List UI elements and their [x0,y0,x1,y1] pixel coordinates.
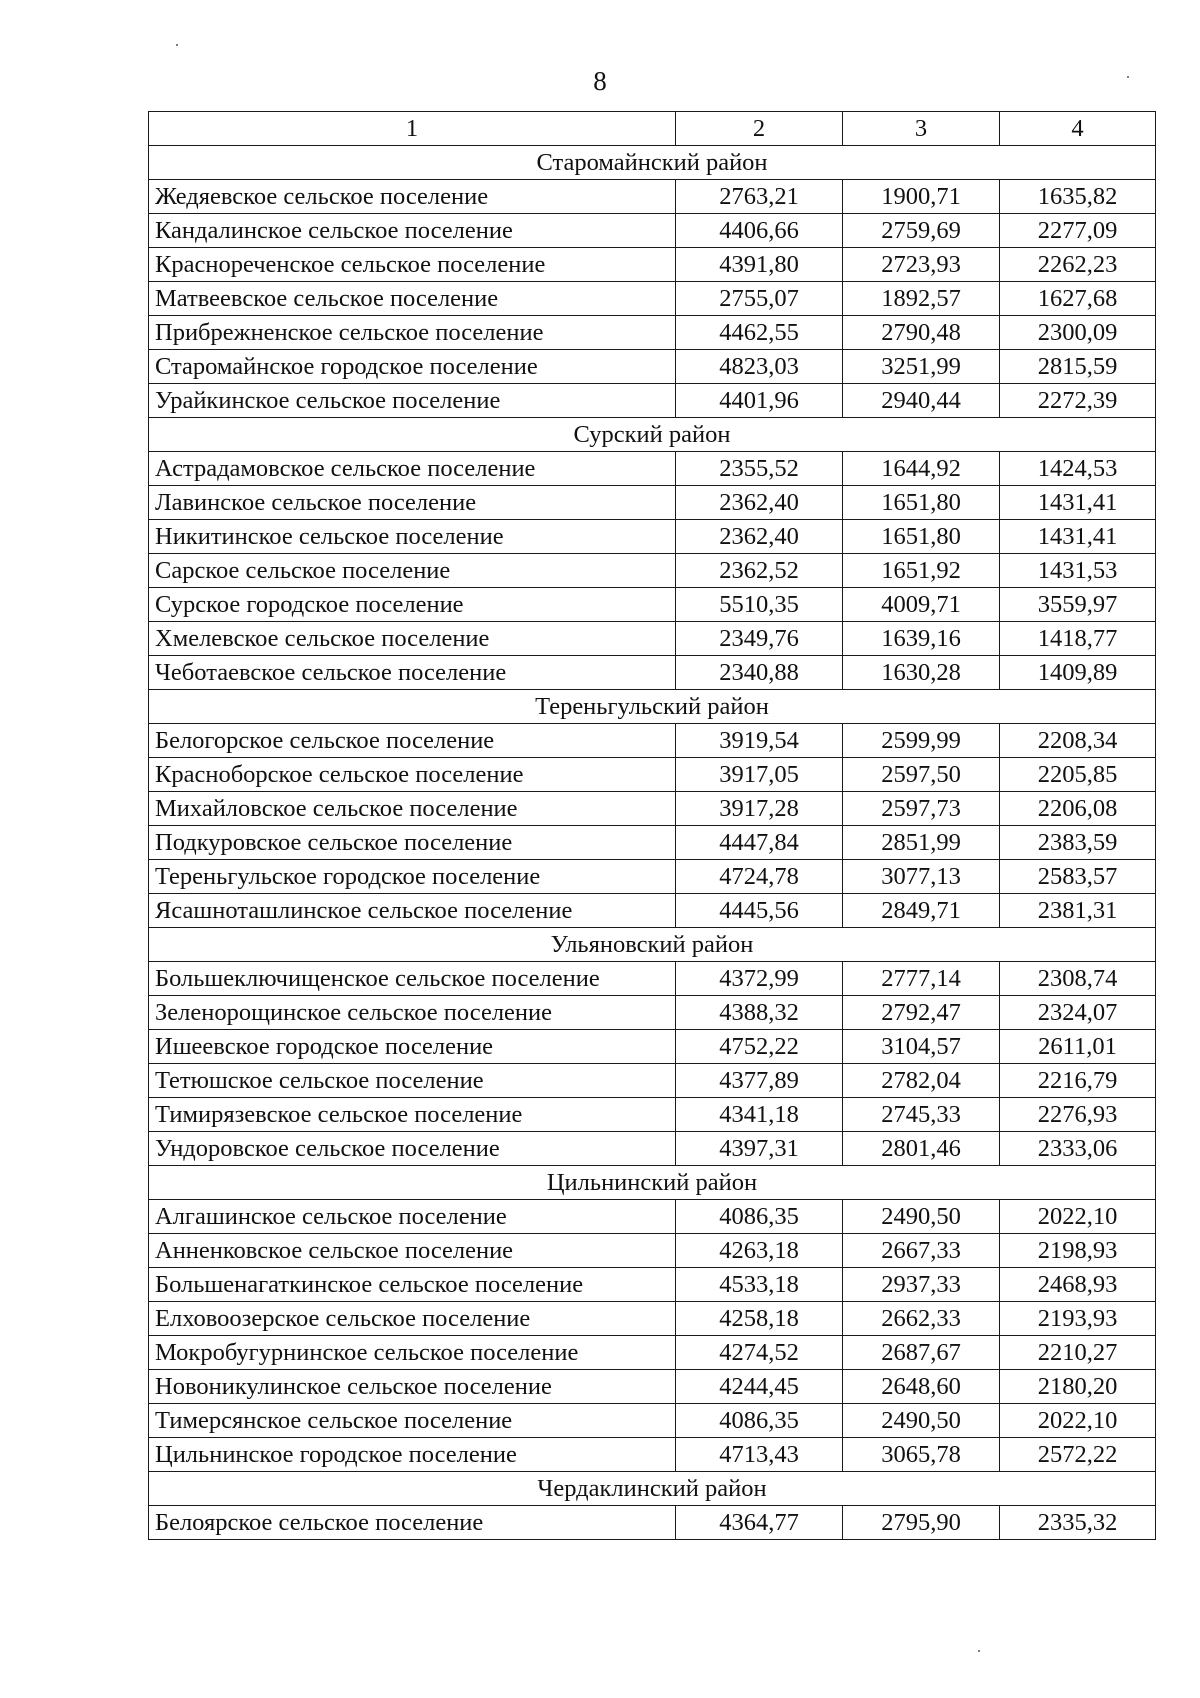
value-col-4: 2210,27 [1000,1336,1156,1370]
value-col-4: 2335,32 [1000,1506,1156,1540]
value-col-3: 2851,99 [843,826,1000,860]
settlement-name: Анненковское сельское поселение [149,1234,676,1268]
settlement-name: Мокробугурнинское сельское поселение [149,1336,676,1370]
settlement-name: Краснореченское сельское поселение [149,248,676,282]
value-col-4: 1627,68 [1000,282,1156,316]
value-col-3: 1892,57 [843,282,1000,316]
value-col-2: 4274,52 [676,1336,843,1370]
value-col-3: 2490,50 [843,1404,1000,1438]
settlement-name: Ундоровское сельское поселение [149,1132,676,1166]
table-row [149,622,1156,656]
value-col-4: 2333,06 [1000,1132,1156,1166]
table-row [149,486,1156,520]
district-header-row [149,690,1156,724]
scan-speck [1127,76,1129,78]
value-col-2: 4406,66 [676,214,843,248]
table-row [149,554,1156,588]
settlement-name: Зеленорощинское сельское поселение [149,996,676,1030]
district-name: Старомайнский район [149,146,1156,180]
table-row [149,860,1156,894]
value-col-4: 2198,93 [1000,1234,1156,1268]
table-row [149,1404,1156,1438]
district-name: Цильнинский район [149,1166,1156,1200]
value-col-3: 2745,33 [843,1098,1000,1132]
district-header-row [149,1472,1156,1506]
value-col-2: 4377,89 [676,1064,843,1098]
settlement-name: Лавинское сельское поселение [149,486,676,520]
table-row [149,1064,1156,1098]
value-col-2: 4752,22 [676,1030,843,1064]
settlement-name: Большеключищенское сельское поселение [149,962,676,996]
value-col-2: 4086,35 [676,1404,843,1438]
settlement-name: Тетюшское сельское поселение [149,1064,676,1098]
value-col-4: 2300,09 [1000,316,1156,350]
value-col-4: 2277,09 [1000,214,1156,248]
settlement-name: Никитинское сельское поселение [149,520,676,554]
value-col-4: 2815,59 [1000,350,1156,384]
settlement-name: Ишеевское городское поселение [149,1030,676,1064]
value-col-2: 3917,28 [676,792,843,826]
settlement-name: Прибрежненское сельское поселение [149,316,676,350]
value-col-4: 2611,01 [1000,1030,1156,1064]
value-col-4: 2383,59 [1000,826,1156,860]
value-col-2: 2362,52 [676,554,843,588]
value-col-2: 4533,18 [676,1268,843,1302]
scan-speck [176,44,178,46]
value-col-4: 1424,53 [1000,452,1156,486]
value-col-4: 2583,57 [1000,860,1156,894]
table-row [149,316,1156,350]
settlement-name: Чеботаевское сельское поселение [149,656,676,690]
column-header-4: 4 [1000,112,1156,146]
district-header-row [149,146,1156,180]
value-col-3: 2849,71 [843,894,1000,928]
value-col-3: 2662,33 [843,1302,1000,1336]
table-row [149,588,1156,622]
settlement-name: Новоникулинское сельское поселение [149,1370,676,1404]
value-col-3: 2801,46 [843,1132,1000,1166]
value-col-2: 4713,43 [676,1438,843,1472]
settlement-name: Старомайнское городское поселение [149,350,676,384]
value-col-4: 2193,93 [1000,1302,1156,1336]
value-col-4: 2022,10 [1000,1404,1156,1438]
column-header-1: 1 [149,112,676,146]
scan-speck [978,1650,980,1652]
value-col-3: 3251,99 [843,350,1000,384]
value-col-2: 4341,18 [676,1098,843,1132]
table-row [149,792,1156,826]
table-row [149,350,1156,384]
value-col-4: 1431,41 [1000,520,1156,554]
district-header-row [149,418,1156,452]
settlement-name: Хмелевское сельское поселение [149,622,676,656]
value-col-4: 1431,41 [1000,486,1156,520]
value-col-3: 2790,48 [843,316,1000,350]
value-col-2: 4244,45 [676,1370,843,1404]
table-row [149,962,1156,996]
value-col-4: 2208,34 [1000,724,1156,758]
settlement-name: Кандалинское сельское поселение [149,214,676,248]
table-row [149,1030,1156,1064]
value-col-4: 2381,31 [1000,894,1156,928]
value-col-4: 2180,20 [1000,1370,1156,1404]
value-col-3: 2687,67 [843,1336,1000,1370]
settlement-name: Белоярское сельское поселение [149,1506,676,1540]
column-header-2: 2 [676,112,843,146]
value-col-4: 2206,08 [1000,792,1156,826]
table-row [149,282,1156,316]
district-name: Чердаклинский район [149,1472,1156,1506]
settlement-name: Большенагаткинское сельское поселение [149,1268,676,1302]
value-col-2: 2362,40 [676,486,843,520]
value-col-3: 3065,78 [843,1438,1000,1472]
table-body [149,112,1156,1540]
value-col-3: 3104,57 [843,1030,1000,1064]
settlement-name: Тимерсянское сельское поселение [149,1404,676,1438]
value-col-3: 1639,16 [843,622,1000,656]
settlement-name: Михайловское сельское поселение [149,792,676,826]
settlement-name: Сарское сельское поселение [149,554,676,588]
value-col-2: 5510,35 [676,588,843,622]
value-col-2: 4263,18 [676,1234,843,1268]
table-row [149,1506,1156,1540]
settlement-name: Белогорское сельское поселение [149,724,676,758]
district-name: Тереньгульский район [149,690,1156,724]
table-row [149,1098,1156,1132]
value-col-3: 2940,44 [843,384,1000,418]
value-col-3: 2597,73 [843,792,1000,826]
table-row [149,1234,1156,1268]
table-row [149,1370,1156,1404]
settlement-name: Тимирязевское сельское поселение [149,1098,676,1132]
settlement-name: Подкуровское сельское поселение [149,826,676,860]
value-col-4: 2205,85 [1000,758,1156,792]
value-col-2: 3917,05 [676,758,843,792]
table-row [149,758,1156,792]
table-row [149,724,1156,758]
table-row [149,248,1156,282]
settlement-name: Тереньгульское городское поселение [149,860,676,894]
value-col-3: 4009,71 [843,588,1000,622]
value-col-2: 4724,78 [676,860,843,894]
value-col-2: 4086,35 [676,1200,843,1234]
data-table [148,111,1156,1540]
value-col-4: 2216,79 [1000,1064,1156,1098]
district-name: Сурский район [149,418,1156,452]
value-col-2: 4401,96 [676,384,843,418]
settlement-name: Сурское городское поселение [149,588,676,622]
value-col-3: 1651,80 [843,520,1000,554]
column-header-3: 3 [843,112,1000,146]
value-col-4: 2022,10 [1000,1200,1156,1234]
value-col-4: 2308,74 [1000,962,1156,996]
table-row [149,894,1156,928]
value-col-4: 1418,77 [1000,622,1156,656]
value-col-2: 4462,55 [676,316,843,350]
value-col-4: 1635,82 [1000,180,1156,214]
value-col-2: 4823,03 [676,350,843,384]
table-row [149,1336,1156,1370]
value-col-2: 2362,40 [676,520,843,554]
value-col-3: 2599,99 [843,724,1000,758]
value-col-3: 2777,14 [843,962,1000,996]
table-row [149,1438,1156,1472]
settlement-name: Елховоозерское сельское поселение [149,1302,676,1336]
value-col-3: 1651,92 [843,554,1000,588]
settlement-name: Ясашноташлинское сельское поселение [149,894,676,928]
value-col-2: 3919,54 [676,724,843,758]
value-col-3: 2723,93 [843,248,1000,282]
value-col-3: 2597,50 [843,758,1000,792]
value-col-2: 2349,76 [676,622,843,656]
value-col-3: 2782,04 [843,1064,1000,1098]
settlement-name: Цильнинское городское поселение [149,1438,676,1472]
settlement-name: Урайкинское сельское поселение [149,384,676,418]
value-col-2: 2355,52 [676,452,843,486]
table-row [149,1200,1156,1234]
value-col-4: 2572,22 [1000,1438,1156,1472]
table-row [149,996,1156,1030]
value-col-3: 2937,33 [843,1268,1000,1302]
value-col-4: 2276,93 [1000,1098,1156,1132]
value-col-2: 4258,18 [676,1302,843,1336]
value-col-3: 2490,50 [843,1200,1000,1234]
value-col-2: 2763,21 [676,180,843,214]
table-row [149,1132,1156,1166]
settlement-name: Жедяевское сельское поселение [149,180,676,214]
value-col-2: 4447,84 [676,826,843,860]
value-col-2: 2755,07 [676,282,843,316]
page-number: 8 [593,66,607,96]
settlement-name: Астрадамовское сельское поселение [149,452,676,486]
value-col-3: 2792,47 [843,996,1000,1030]
district-name: Ульяновский район [149,928,1156,962]
table-row [149,214,1156,248]
value-col-4: 2468,93 [1000,1268,1156,1302]
value-col-4: 3559,97 [1000,588,1156,622]
table-row [149,1268,1156,1302]
settlement-name: Алгашинское сельское поселение [149,1200,676,1234]
value-col-2: 4364,77 [676,1506,843,1540]
value-col-2: 4372,99 [676,962,843,996]
value-col-3: 3077,13 [843,860,1000,894]
district-header-row [149,1166,1156,1200]
table-row [149,520,1156,554]
value-col-2: 2340,88 [676,656,843,690]
value-col-3: 2648,60 [843,1370,1000,1404]
value-col-4: 1409,89 [1000,656,1156,690]
value-col-3: 2795,90 [843,1506,1000,1540]
value-col-3: 2759,69 [843,214,1000,248]
settlement-name: Матвеевское сельское поселение [149,282,676,316]
value-col-2: 4397,31 [676,1132,843,1166]
value-col-4: 2272,39 [1000,384,1156,418]
value-col-2: 4445,56 [676,894,843,928]
header-row [149,112,1156,146]
table-row [149,384,1156,418]
table-row [149,656,1156,690]
value-col-3: 1651,80 [843,486,1000,520]
value-col-4: 2324,07 [1000,996,1156,1030]
table-row [149,826,1156,860]
settlement-name: Красноборское сельское поселение [149,758,676,792]
district-header-row [149,928,1156,962]
table-row [149,180,1156,214]
value-col-4: 2262,23 [1000,248,1156,282]
value-col-2: 4391,80 [676,248,843,282]
value-col-3: 1900,71 [843,180,1000,214]
value-col-2: 4388,32 [676,996,843,1030]
table-row [149,452,1156,486]
value-col-3: 1644,92 [843,452,1000,486]
value-col-3: 2667,33 [843,1234,1000,1268]
table-row [149,1302,1156,1336]
value-col-4: 1431,53 [1000,554,1156,588]
value-col-3: 1630,28 [843,656,1000,690]
